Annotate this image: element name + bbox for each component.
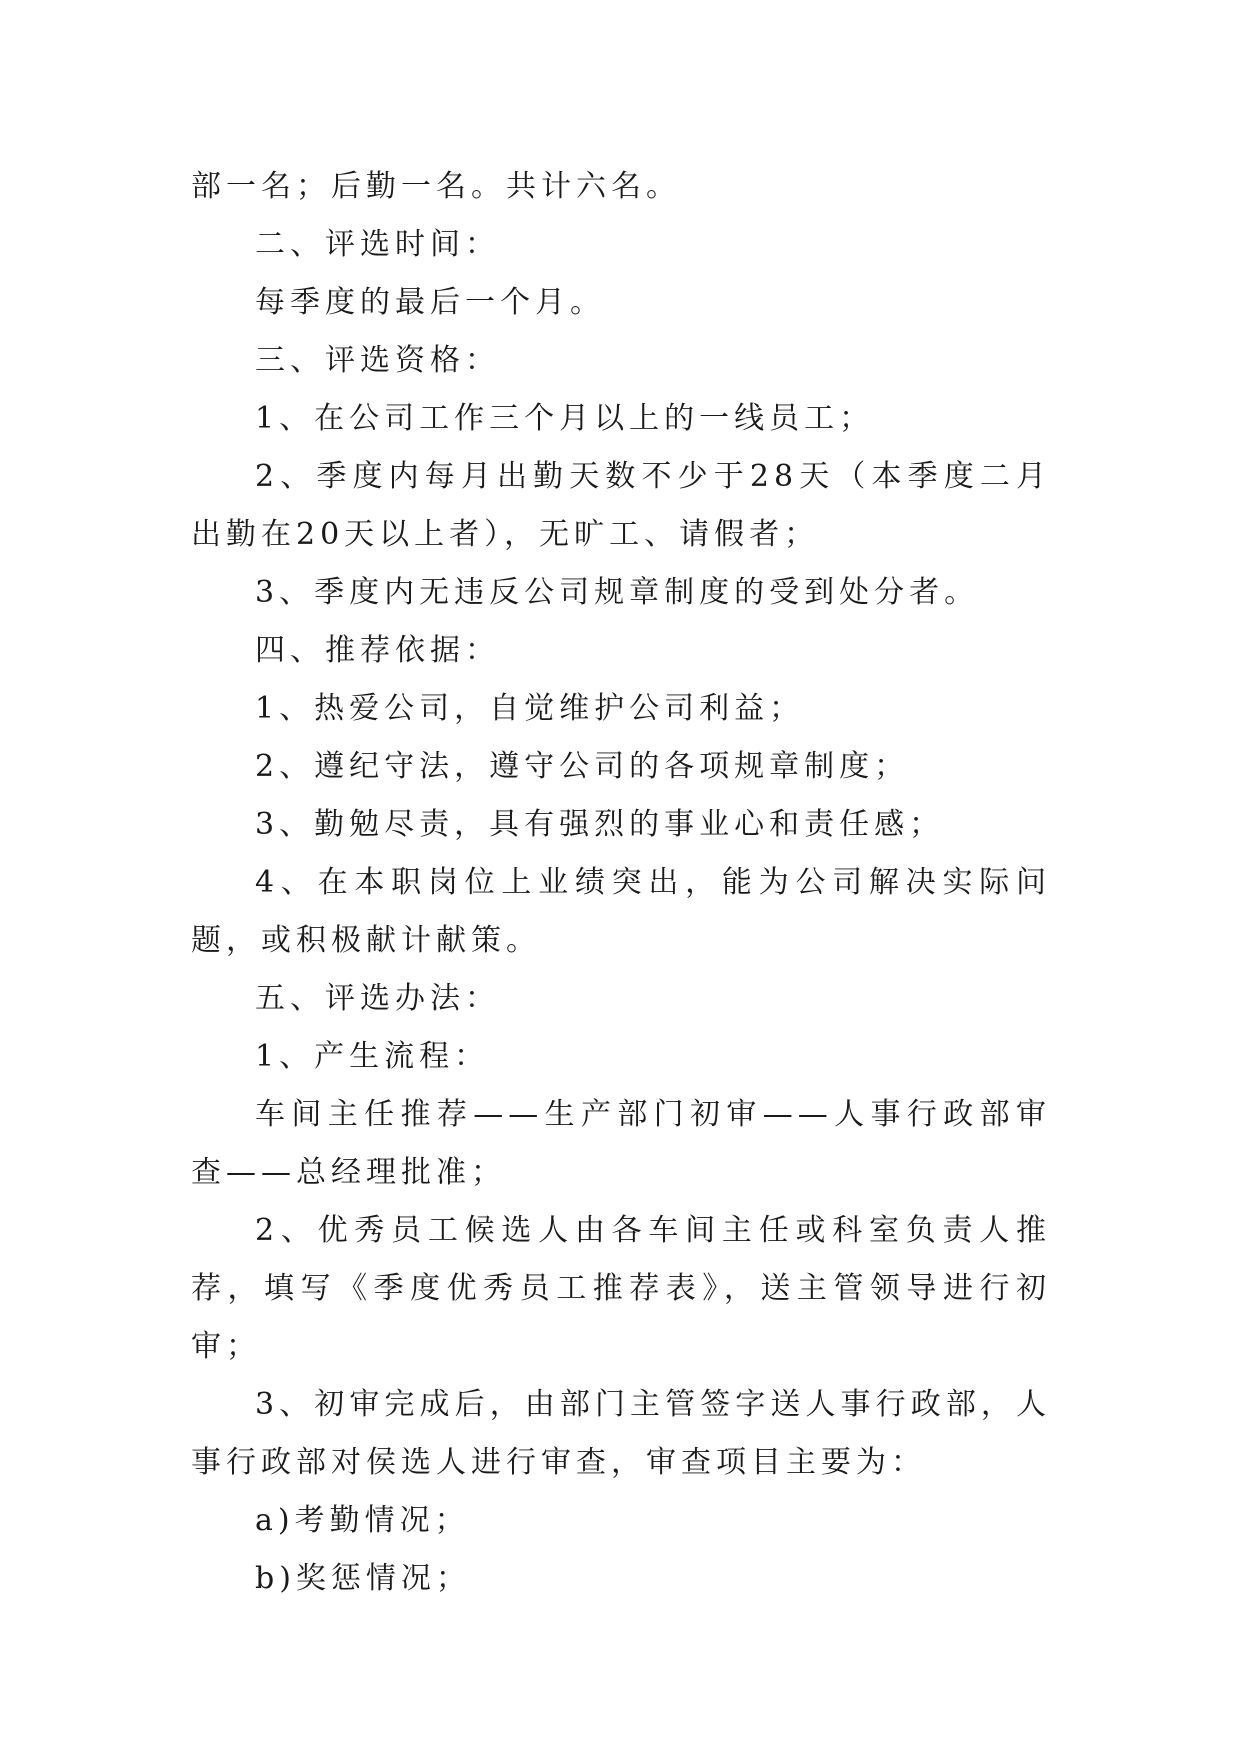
list-item: 1、热爱公司，自觉维护公司利益； [255,691,805,726]
list-item: 1、在公司工作三个月以上的一线员工； [255,401,875,436]
list-item: 2、优秀员工候选人由各车间主任或科室负责人推荐，填写《季度优秀员工推荐表》，送主管领导进行初审； [191,1213,1051,1364]
list-item: 3、季度内无违反公司规章制度的受到处分者。 [255,575,980,610]
paragraph: 部一名；后勤一名。共计六名。 [191,169,681,204]
section-heading-recommendation-basis: 四、推荐依据： [255,633,500,668]
list-item: 1、产生流程： [255,1039,490,1074]
paragraph: 每季度的最后一个月。 [255,285,605,320]
list-item: 4、在本职岗位上业绩突出，能为公司解决实际问题，或积极献计献策。 [191,865,1051,958]
section-heading-qualification: 三、评选资格： [255,343,500,378]
document-body [191,158,1051,1608]
list-item: 3、初审完成后，由部门主管签字送人事行政部，人事行政部对侯选人进行审查，审查项目主要为： [191,1387,1051,1480]
section-heading-evaluation-time: 二、评选时间： [255,227,500,262]
list-item: 2、季度内每月出勤天数不少于28天（本季度二月出勤在20天以上者），无旷工、请假者； [191,459,1051,552]
section-heading-evaluation-method: 五、评选办法： [255,981,500,1016]
paragraph: 车间主任推荐——生产部门初审——人事行政部审查——总经理批准； [191,1097,1051,1190]
list-item: 2、遵纪守法，遵守公司的各项规章制度； [255,749,910,784]
sub-list-item: b)奖惩情况； [255,1561,471,1596]
list-item: 3、勤勉尽责，具有强烈的事业心和责任感； [255,807,945,842]
sub-list-item: a)考勤情况； [255,1503,470,1538]
